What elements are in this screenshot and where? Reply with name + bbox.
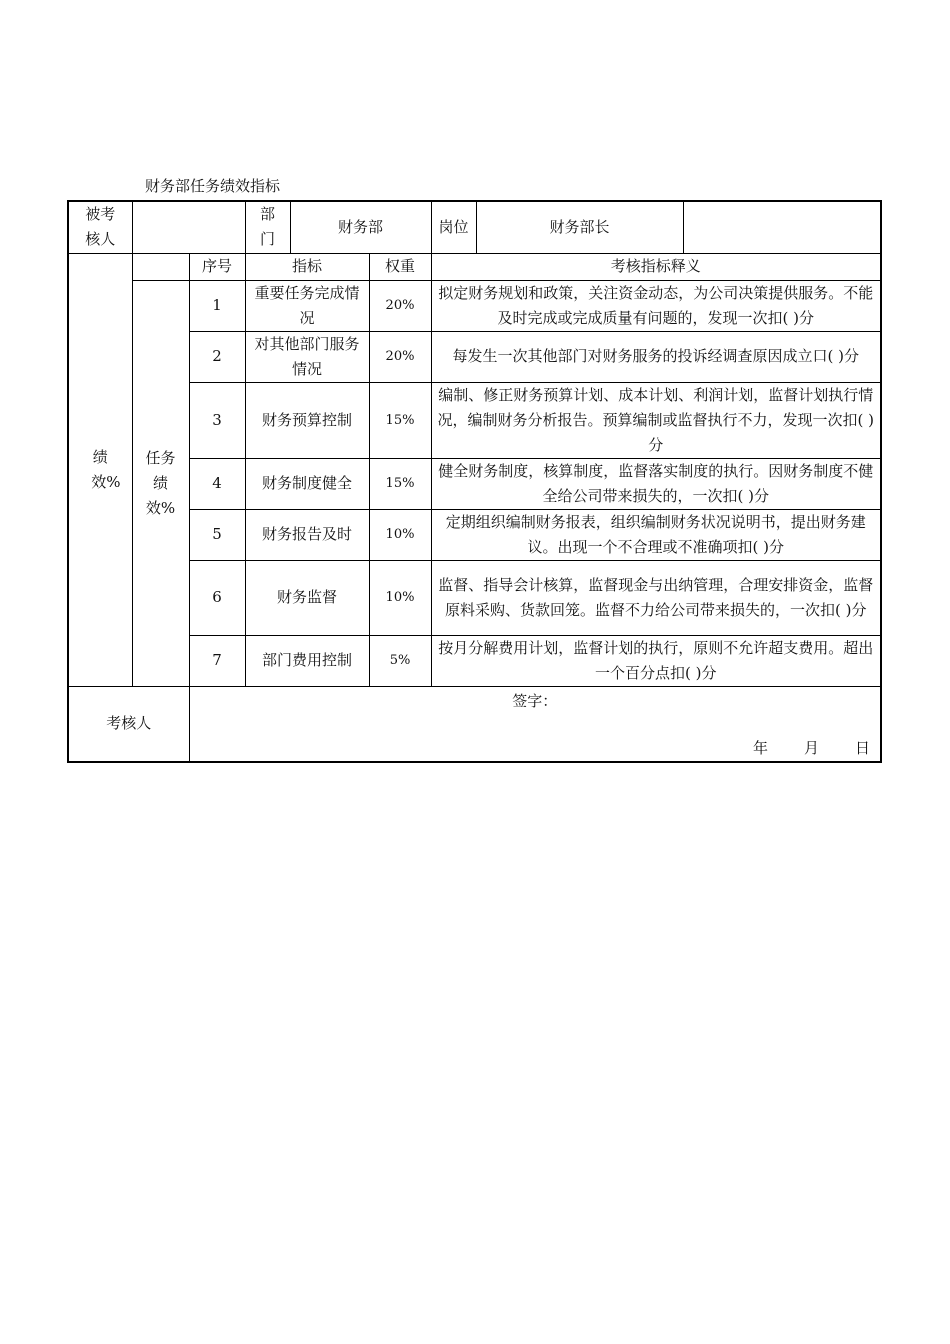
table-row [68, 509, 881, 560]
signature-cell[interactable] [189, 686, 881, 762]
row-explanation: 拟定财务规划和政策，关注资金动态，为公司决策提供服务。不能及时完成或完成质量有问题的，发现一次扣( )分 [431, 280, 881, 331]
row-indicator: 部门费用控制 [245, 635, 369, 686]
header-row [68, 201, 881, 253]
row-indicator: 对其他部门服务情况 [245, 331, 369, 382]
row-seq: 1 [189, 280, 245, 331]
row-explanation: 按月分解费用计划，监督计划的执行，原则不允许超支费用。超出一个百分点扣( )分 [431, 635, 881, 686]
row-indicator: 重要任务完成情况 [245, 280, 369, 331]
day-label: 日 [855, 738, 871, 757]
row-explanation: 健全财务制度，核算制度，监督落实制度的执行。因财务制度不健全给公司带来损失的，一次扣( )分 [431, 458, 881, 509]
row-weight: 10% [369, 509, 431, 560]
row-seq: 6 [189, 560, 245, 635]
column-header-row [68, 253, 881, 280]
row-seq: 7 [189, 635, 245, 686]
kpi-table [67, 200, 882, 763]
assessee-value[interactable] [132, 201, 245, 253]
table-row [68, 635, 881, 686]
row-seq: 3 [189, 382, 245, 458]
row-explanation: 监督、指导会计核算，监督现金与出纳管理，合理安排资金，监督原料采购、货款回笼。监督不力给公司带来损失的，一次扣( )分 [431, 560, 881, 635]
col-indicator: 指标 [245, 253, 369, 280]
row-indicator: 财务监督 [245, 560, 369, 635]
row-seq: 4 [189, 458, 245, 509]
row-weight: 5% [369, 635, 431, 686]
col-explanation: 考核指标释义 [431, 253, 881, 280]
row-explanation: 每发生一次其他部门对财务服务的投诉经调查原因成立口( )分 [431, 331, 881, 382]
row-weight: 20% [369, 280, 431, 331]
row-weight: 20% [369, 331, 431, 382]
row-indicator: 财务预算控制 [245, 382, 369, 458]
table-row [68, 560, 881, 635]
col-seq: 序号 [189, 253, 245, 280]
signature-label: 签字： [512, 691, 558, 710]
row-explanation: 定期组织编制财务报表，组织编制财务状况说明书，提出财务建议。出现一个不合理或不准确项扣( )分 [431, 509, 881, 560]
assessor-label: 考核人 [68, 686, 189, 762]
assessor-row [68, 686, 881, 762]
row-indicator: 财务制度健全 [245, 458, 369, 509]
assessee-label: 被考核人 [68, 201, 132, 253]
col-weight: 权重 [369, 253, 431, 280]
row-weight: 10% [369, 560, 431, 635]
document-title: 财务部任务绩效指标 [145, 177, 281, 195]
dept-label: 部门 [245, 201, 290, 253]
row-weight: 15% [369, 382, 431, 458]
row-explanation: 编制、修正财务预算计划、成本计划、利润计划，监督计划执行情况，编制财务分析报告。预算编制或监督执行不力，发现一次扣( )分 [431, 382, 881, 458]
dept-value: 财务部 [290, 201, 431, 253]
row-seq: 2 [189, 331, 245, 382]
post-label: 岗位 [431, 201, 476, 253]
row-weight: 15% [369, 458, 431, 509]
row-seq: 5 [189, 509, 245, 560]
table-row [68, 280, 881, 331]
performance-label: 绩效% [68, 253, 132, 686]
task-performance-label: 任务绩效% [132, 280, 189, 686]
date-line [190, 736, 881, 761]
row-indicator: 财务报告及时 [245, 509, 369, 560]
month-label: 月 [803, 738, 819, 757]
table-row [68, 331, 881, 382]
post-value: 财务部长 [476, 201, 683, 253]
blank-cell [132, 253, 189, 280]
year-label: 年 [752, 738, 768, 757]
header-extra-cell[interactable] [683, 201, 881, 253]
table-row [68, 382, 881, 458]
table-row [68, 458, 881, 509]
